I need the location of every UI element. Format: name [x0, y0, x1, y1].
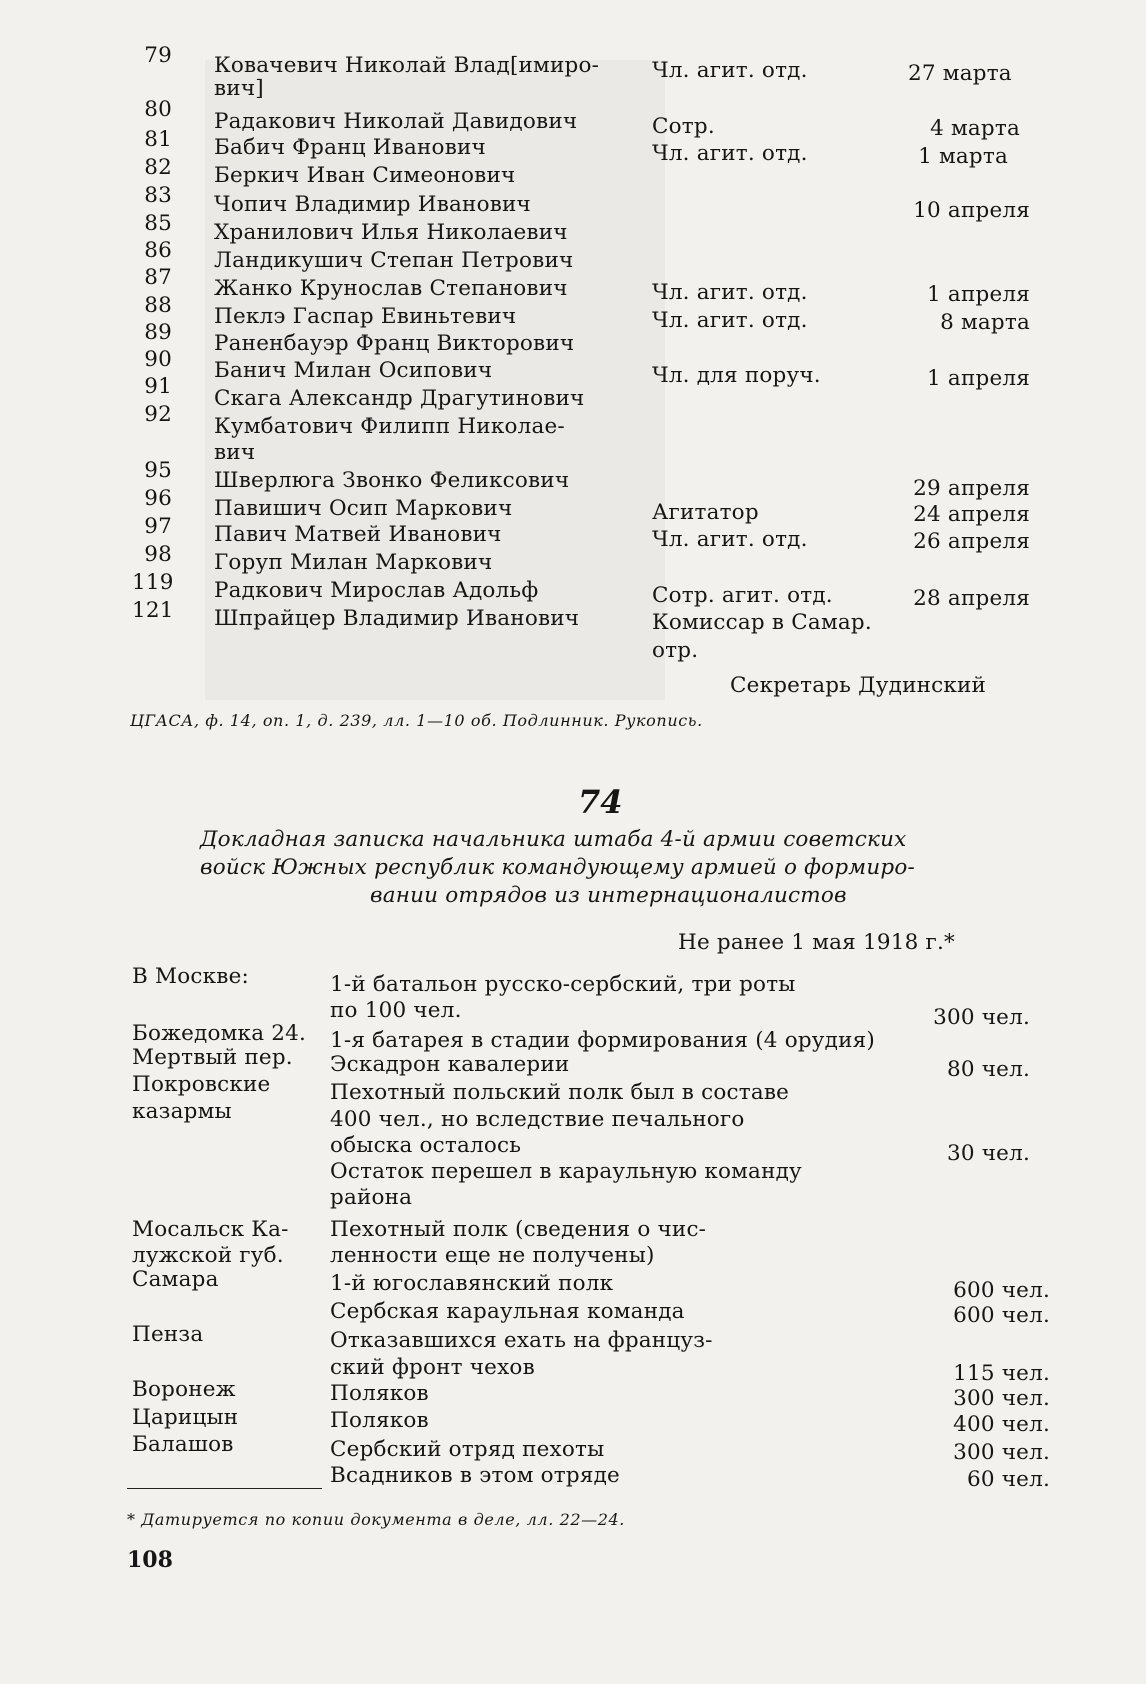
table-count: 60 чел.	[966, 1467, 1050, 1492]
table-count: 300 чел.	[933, 1005, 1030, 1030]
footnote: * Датируется по копии документа в деле, лл. 22—24.	[127, 1510, 625, 1529]
roster-number: 80	[144, 97, 172, 122]
roster-number: 86	[144, 238, 172, 263]
table-place: Царицын	[132, 1405, 239, 1430]
secretary-signature: Секретарь Дудинский	[730, 673, 987, 698]
roster-number: 92	[144, 402, 172, 427]
archive-source-note: ЦГАСА, ф. 14, оп. 1, д. 239, лл. 1—10 об. Подлинник. Рукопись.	[130, 711, 703, 730]
document-date: Не ранее 1 мая 1918 г.*	[678, 930, 955, 955]
table-desc: Пехотный польский полк был в составе	[330, 1080, 790, 1105]
table-count: 300 чел.	[953, 1386, 1050, 1411]
table-desc: 1-й югославянский полк	[330, 1271, 614, 1296]
roster-date: 24 апреля	[913, 502, 1030, 527]
roster-post: Чл. агит. отд.	[652, 141, 808, 166]
table-place: Покровские	[132, 1072, 271, 1097]
roster-post: Чл. для поруч.	[652, 363, 821, 388]
roster-name: Раненбауэр Франц Викторович	[214, 331, 575, 356]
roster-post: Чл. агит. отд.	[652, 58, 808, 83]
roster-name: Радкович Мирослав Адольф	[214, 578, 539, 603]
table-count: 600 чел.	[953, 1303, 1050, 1328]
roster-post: Агитатор	[652, 500, 759, 525]
roster-number: 87	[144, 265, 172, 290]
roster-date: 1 апреля	[927, 282, 1030, 307]
roster-name: Жанко Круноcлав Степанович	[214, 276, 568, 301]
table-count: 600 чел.	[953, 1278, 1050, 1303]
roster-number: 119	[132, 570, 174, 595]
table-place: Пенза	[132, 1322, 204, 1347]
table-desc: 1-й батальон русско-сербский, три роты	[330, 972, 796, 997]
roster-name: Беркич Иван Симеонович	[214, 163, 516, 188]
roster-date: 29 апреля	[913, 476, 1030, 501]
table-desc: Поляков	[330, 1408, 429, 1433]
table-desc: района	[330, 1185, 413, 1210]
roster-number: 90	[144, 347, 172, 372]
table-desc: Отказавшихся ехать на француз-	[330, 1328, 713, 1353]
footnote-rule	[127, 1488, 322, 1489]
table-place: Балашов	[132, 1432, 234, 1457]
roster-number: 89	[144, 320, 172, 345]
roster-number: 85	[144, 211, 172, 236]
table-desc: Эскадрон кавалерии	[330, 1052, 570, 1077]
table-place: Мертвый пер.	[132, 1045, 293, 1070]
roster-name: Ковачевич Николай Влад[имиро-	[214, 53, 600, 78]
page-number: 108	[127, 1547, 173, 1573]
roster-number: 121	[132, 598, 174, 623]
roster-number: 81	[144, 127, 172, 152]
table-count: 115 чел.	[953, 1361, 1050, 1386]
roster-name: Скага Александр Драгутинович	[214, 386, 585, 411]
table-place: Воронеж	[132, 1377, 236, 1402]
roster-name: Павич Матвей Иванович	[214, 522, 502, 547]
roster-post: Чл. агит. отд.	[652, 527, 808, 552]
roster-date: 8 марта	[940, 310, 1030, 335]
roster-name: Радакович Николай Давидович	[214, 109, 578, 134]
document-title-line: Докладная записка начальника штаба 4-й армии советских	[200, 827, 907, 852]
roster-name: Пеклэ Гаспар Евиньтевич	[214, 304, 517, 329]
roster-name: Шпрайцер Владимир Иванович	[214, 606, 580, 631]
roster-date: 26 апреля	[913, 529, 1030, 554]
roster-name: Шверлюга Звонко Феликсович	[214, 468, 570, 493]
roster-name: Чопич Владимир Иванович	[214, 192, 531, 217]
roster-name: Хранилович Илья Николаевич	[214, 220, 568, 245]
roster-post: Сотр. агит. отд.	[652, 583, 833, 608]
table-place: Божедомка 24.	[132, 1021, 307, 1046]
roster-name: Бабич Франц Иванович	[214, 135, 486, 160]
roster-number: 97	[144, 514, 172, 539]
roster-number: 98	[144, 542, 172, 567]
table-place: В Москве:	[132, 964, 249, 989]
roster-number: 95	[144, 458, 172, 483]
table-desc: Сербский отряд пехоты	[330, 1437, 605, 1462]
table-place: Мосальск Ка-	[132, 1217, 289, 1242]
roster-date: 1 марта	[918, 144, 1008, 169]
table-desc: Всадников в этом отряде	[330, 1463, 620, 1488]
roster-name-cont: вич	[214, 440, 256, 465]
roster-date: 10 апреля	[913, 198, 1030, 223]
roster-number: 96	[144, 486, 172, 511]
roster-post: Комиссар в Самар.	[652, 610, 872, 635]
table-count: 400 чел.	[953, 1412, 1050, 1437]
document-title-line: вании отрядов из интернационалистов	[370, 883, 847, 908]
document-title-line: войск Южных республик командующему армией о формиро-	[200, 855, 915, 880]
table-desc: Поляков	[330, 1381, 429, 1406]
table-desc: Сербская караульная команда	[330, 1299, 685, 1324]
table-desc: 1-я батарея в стадии формирования (4 орудия)	[330, 1028, 875, 1053]
table-place: Самара	[132, 1267, 219, 1292]
roster-name: Ландикушич Степан Петрович	[214, 248, 574, 273]
document-number: 74	[578, 783, 623, 821]
table-desc: обыска осталось	[330, 1133, 522, 1158]
table-desc: 400 чел., но вследствие печального	[330, 1107, 745, 1132]
table-count: 80 чел.	[946, 1057, 1030, 1082]
roster-post: Чл. агит. отд.	[652, 308, 808, 333]
roster-date: 1 апреля	[927, 366, 1030, 391]
roster-number: 79	[144, 43, 172, 68]
table-place: лужской губ.	[132, 1243, 284, 1268]
table-count: 30 чел.	[946, 1141, 1030, 1166]
table-desc: по 100 чел.	[330, 998, 462, 1023]
table-desc: ский фронт чехов	[330, 1355, 535, 1380]
table-count: 300 чел.	[953, 1440, 1050, 1465]
table-place: казармы	[132, 1099, 232, 1124]
roster-date: 27 марта	[908, 61, 1012, 86]
roster-name: Кумбатович Филипп Николае-	[214, 414, 565, 439]
roster-name: Банич Милан Осипович	[214, 358, 493, 383]
roster-number: 91	[144, 374, 172, 399]
roster-post: Сотр.	[652, 114, 715, 139]
roster-date: 28 апреля	[913, 586, 1030, 611]
roster-number: 82	[144, 155, 172, 180]
roster-number: 83	[144, 183, 172, 208]
table-desc: Пехотный полк (сведения о чис-	[330, 1217, 707, 1242]
table-desc: Остаток перешел в караульную команду	[330, 1159, 802, 1184]
roster-date: 4 марта	[930, 116, 1020, 141]
table-desc: ленности еще не получены)	[330, 1243, 655, 1268]
roster-name-cont: вич]	[214, 76, 264, 101]
roster-post-cont: отр.	[652, 638, 699, 663]
roster-name: Горуп Милан Маркович	[214, 550, 493, 575]
roster-post: Чл. агит. отд.	[652, 280, 808, 305]
roster-name: Павишич Осип Маркович	[214, 496, 513, 521]
roster-number: 88	[144, 293, 172, 318]
